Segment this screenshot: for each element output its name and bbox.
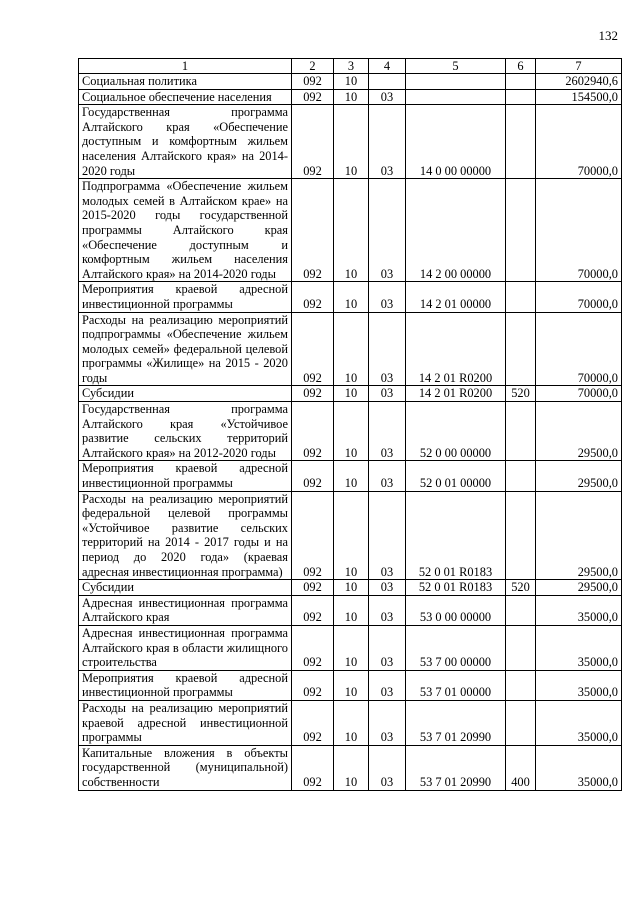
row-expense-type [506,74,536,90]
row-admin-code: 092 [292,491,334,580]
row-amount: 29500,0 [536,580,622,596]
row-name: Адресная инвестиционная программа Алтайского края [79,595,292,625]
table-row [79,89,622,105]
table-row [79,491,622,580]
row-amount: 35000,0 [536,595,622,625]
row-expense-type [506,179,536,282]
header-row [79,59,622,74]
row-name: Государственная программа Алтайского края «Обеспечение доступным и комфортным жильем населения Алтайского края» на 2014-2020 годы [79,105,292,179]
row-section: 10 [334,312,369,386]
table-row [79,179,622,282]
row-amount: 70000,0 [536,105,622,179]
row-amount: 154500,0 [536,89,622,105]
row-target-article: 52 0 01 R0183 [406,491,506,580]
row-subsection: 03 [369,402,406,461]
row-amount: 70000,0 [536,386,622,402]
row-section: 10 [334,670,369,700]
row-amount: 70000,0 [536,312,622,386]
row-expense-type [506,282,536,312]
row-subsection: 03 [369,386,406,402]
col-header-4: 4 [369,59,406,74]
row-admin-code: 092 [292,282,334,312]
row-target-article: 53 7 01 20990 [406,700,506,745]
row-expense-type [506,625,536,670]
row-admin-code: 092 [292,386,334,402]
row-section: 10 [334,179,369,282]
row-subsection: 03 [369,105,406,179]
row-section: 10 [334,74,369,90]
col-header-2: 2 [292,59,334,74]
table-row [79,312,622,386]
row-amount: 35000,0 [536,670,622,700]
row-admin-code: 092 [292,461,334,491]
row-admin-code: 092 [292,312,334,386]
row-expense-type: 400 [506,745,536,790]
row-subsection [369,74,406,90]
row-target-article [406,74,506,90]
col-header-3: 3 [334,59,369,74]
row-name: Адресная инвестиционная программа Алтайского края в области жилищного строительства [79,625,292,670]
row-amount: 29500,0 [536,461,622,491]
row-name: Социальная политика [79,74,292,90]
row-amount: 35000,0 [536,700,622,745]
row-target-article: 14 2 01 R0200 [406,386,506,402]
row-target-article: 14 0 00 00000 [406,105,506,179]
row-section: 10 [334,402,369,461]
col-header-5: 5 [406,59,506,74]
row-target-article: 53 7 00 00000 [406,625,506,670]
row-section: 10 [334,386,369,402]
row-section: 10 [334,700,369,745]
row-target-article [406,89,506,105]
table-row [79,74,622,90]
row-subsection: 03 [369,580,406,596]
row-amount: 29500,0 [536,491,622,580]
row-name: Мероприятия краевой адресной инвестиционной программы [79,670,292,700]
row-expense-type [506,491,536,580]
row-expense-type [506,402,536,461]
row-admin-code: 092 [292,625,334,670]
row-amount: 35000,0 [536,745,622,790]
row-target-article: 14 2 01 R0200 [406,312,506,386]
row-amount: 2602940,6 [536,74,622,90]
row-subsection: 03 [369,595,406,625]
row-admin-code: 092 [292,402,334,461]
row-admin-code: 092 [292,89,334,105]
row-subsection: 03 [369,700,406,745]
table-row [79,595,622,625]
row-target-article: 52 0 00 00000 [406,402,506,461]
col-header-7: 7 [536,59,622,74]
row-target-article: 14 2 01 00000 [406,282,506,312]
row-section: 10 [334,491,369,580]
row-expense-type [506,89,536,105]
row-expense-type [506,700,536,745]
table-row [79,105,622,179]
row-name: Мероприятия краевой адресной инвестиционной программы [79,461,292,491]
row-name: Социальное обеспечение населения [79,89,292,105]
row-expense-type [506,461,536,491]
row-subsection: 03 [369,312,406,386]
row-name: Капитальные вложения в объекты государственной (муниципальной) собственности [79,745,292,790]
table-row [79,461,622,491]
page-number: 132 [598,28,618,43]
row-admin-code: 092 [292,670,334,700]
table-row [79,625,622,670]
row-amount: 70000,0 [536,179,622,282]
row-amount: 70000,0 [536,282,622,312]
row-admin-code: 092 [292,179,334,282]
row-expense-type: 520 [506,386,536,402]
col-header-1: 1 [79,59,292,74]
row-section: 10 [334,89,369,105]
row-section: 10 [334,745,369,790]
row-amount: 35000,0 [536,625,622,670]
row-section: 10 [334,580,369,596]
row-subsection: 03 [369,625,406,670]
row-name: Субсидии [79,580,292,596]
row-expense-type [506,595,536,625]
row-subsection: 03 [369,461,406,491]
row-target-article: 53 7 01 00000 [406,670,506,700]
row-target-article: 53 7 01 20990 [406,745,506,790]
table-row [79,580,622,596]
row-subsection: 03 [369,282,406,312]
row-subsection: 03 [369,179,406,282]
row-section: 10 [334,595,369,625]
row-subsection: 03 [369,491,406,580]
row-name: Расходы на реализацию мероприятий краевой адресной инвестиционной программы [79,700,292,745]
row-expense-type [506,670,536,700]
row-name: Расходы на реализацию мероприятий подпрограммы «Обеспечение жильем молодых семей» федеральной целевой программы «Жилище» на 2015 - 2020 годы [79,312,292,386]
table-row [79,386,622,402]
row-expense-type [506,105,536,179]
row-expense-type: 520 [506,580,536,596]
row-subsection: 03 [369,89,406,105]
row-admin-code: 092 [292,74,334,90]
row-section: 10 [334,461,369,491]
row-admin-code: 092 [292,700,334,745]
row-target-article: 52 0 01 00000 [406,461,506,491]
row-expense-type [506,312,536,386]
row-target-article: 52 0 01 R0183 [406,580,506,596]
row-admin-code: 092 [292,580,334,596]
row-section: 10 [334,625,369,670]
row-name: Подпрограмма «Обеспечение жильем молодых семей в Алтайском крае» на 2015-2020 годы государственной программы Алтайского края «Обеспечение доступным и комфортным жильем населения Алтайского края» на 2014-2020 годы [79,179,292,282]
row-name: Мероприятия краевой адресной инвестиционной программы [79,282,292,312]
row-section: 10 [334,105,369,179]
row-target-article: 14 2 00 00000 [406,179,506,282]
row-name: Расходы на реализацию мероприятий федеральной целевой программы «Устойчивое развитие сельских территорий на 2014 - 2017 годы и на период до 2020 года» (краевая адресная инвестиционная программа) [79,491,292,580]
row-target-article: 53 0 00 00000 [406,595,506,625]
row-amount: 29500,0 [536,402,622,461]
row-admin-code: 092 [292,105,334,179]
col-header-6: 6 [506,59,536,74]
row-section: 10 [334,282,369,312]
row-name: Государственная программа Алтайского края «Устойчивое развитие сельских территорий Алтайского края» на 2012-2020 годы [79,402,292,461]
table-row [79,670,622,700]
budget-table [78,58,622,791]
table-row [79,700,622,745]
table-row [79,745,622,790]
row-name: Субсидии [79,386,292,402]
row-admin-code: 092 [292,595,334,625]
table-row [79,402,622,461]
table-row [79,282,622,312]
row-subsection: 03 [369,670,406,700]
row-subsection: 03 [369,745,406,790]
row-admin-code: 092 [292,745,334,790]
